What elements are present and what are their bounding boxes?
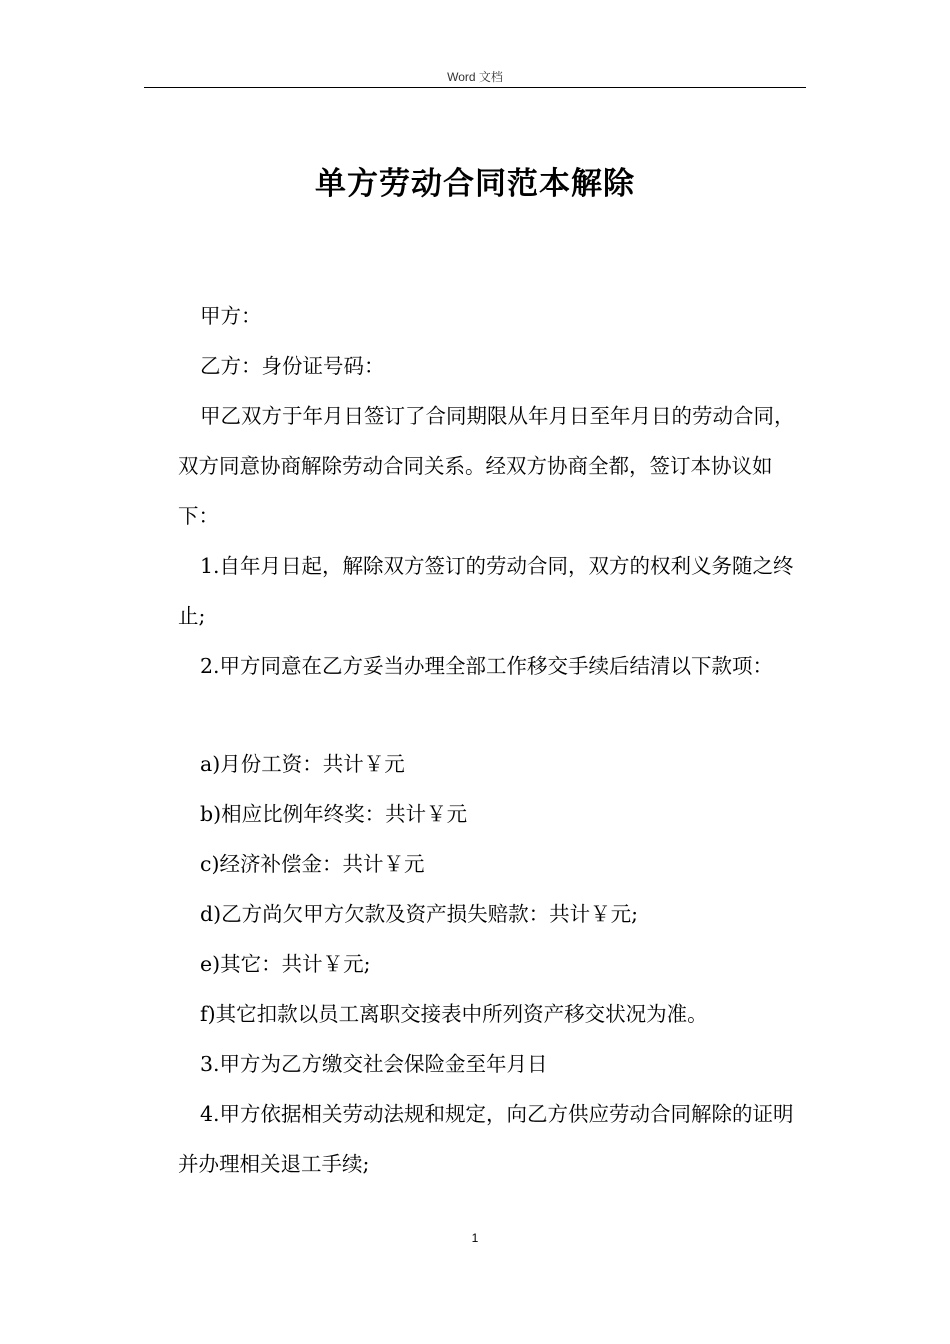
- list-item: a)月份工资：共计￥元: [200, 752, 405, 776]
- list-item: b)相应比例年终奖：共计￥元: [200, 802, 468, 826]
- document-body: [178, 291, 806, 1189]
- paragraph-party-b: 乙方：身份证号码：: [200, 354, 385, 378]
- list-item: e)其它：共计￥元;: [200, 952, 371, 976]
- blank-line: [178, 691, 806, 739]
- paragraph-intro: 甲乙双方于年月日签订了合同期限从年月日至年月日的劳动合同，双方同意协商解除劳动合同关系。经双方协商全都，签订本协议如下：: [178, 404, 795, 528]
- list-item: c)经济补偿金：共计￥元: [200, 852, 425, 876]
- paragraph-clause-4: 4.甲方依据相关劳动法规和规定，向乙方供应劳动合同解除的证明并办理相关退工手续;: [178, 1102, 794, 1176]
- page-header: Word 文档: [447, 70, 503, 84]
- page-number: 1: [471, 1231, 479, 1245]
- list-item: f)其它扣款以员工离职交接表中所列资产移交状况为准。: [200, 1002, 708, 1026]
- document-title: 单方劳动合同范本解除: [315, 166, 635, 202]
- paragraph-clause-2: 2.甲方同意在乙方妥当办理全部工作移交手续后结清以下款项：: [200, 654, 774, 678]
- paragraph-party-a: 甲方：: [200, 304, 262, 328]
- header-rule: [144, 87, 806, 88]
- list-item: d)乙方尚欠甲方欠款及资产损失赔款：共计￥元;: [200, 902, 639, 926]
- paragraph-clause-3: 3.甲方为乙方缴交社会保险金至年月日: [200, 1052, 548, 1076]
- paragraph-clause-1: 1.自年月日起，解除双方签订的劳动合同，双方的权利义务随之终止;: [178, 554, 794, 628]
